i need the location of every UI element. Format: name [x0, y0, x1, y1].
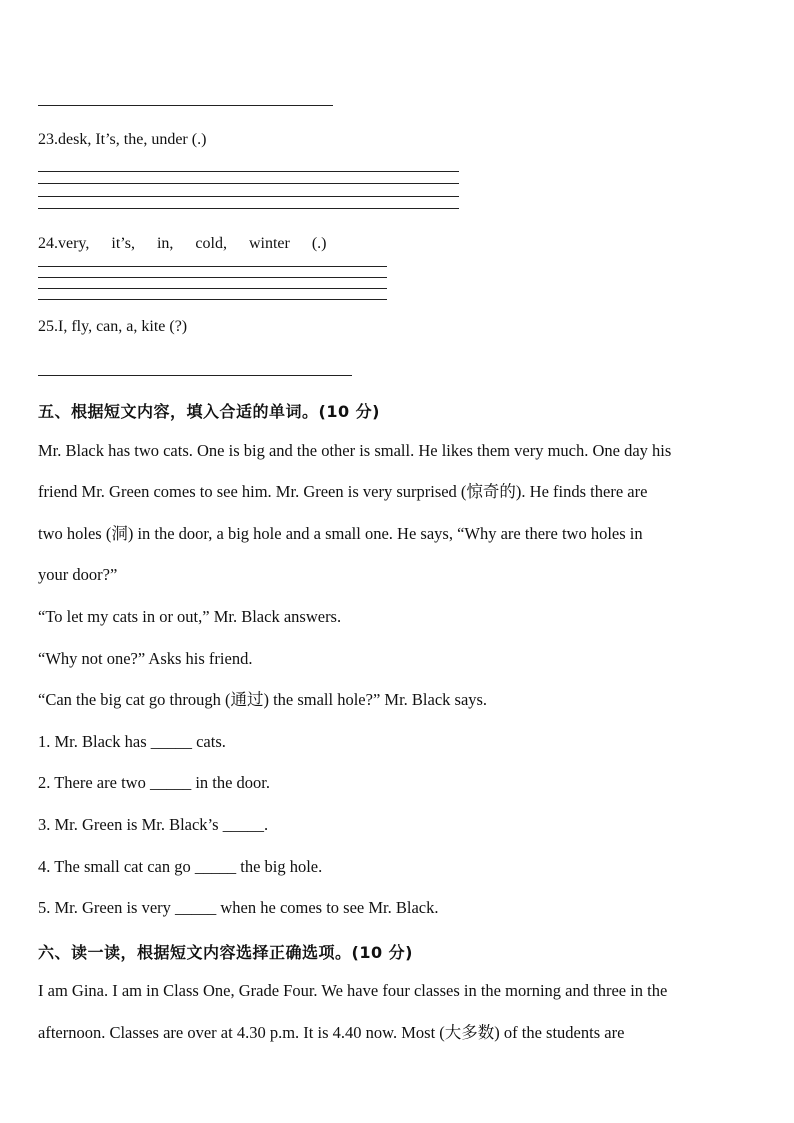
passage-line: two holes (洞) in the door, a big hole and a small one. He says, “Why are there two holes in [38, 524, 643, 543]
fill-question-3: 3. Mr. Green is Mr. Black’s _____. [38, 815, 269, 834]
answer-line[interactable] [38, 375, 352, 376]
fill-question-4: 4. The small cat can go _____ the big hole. [38, 857, 323, 876]
writing-line[interactable] [38, 183, 459, 184]
word: cold, [195, 235, 227, 252]
writing-line[interactable] [38, 299, 387, 300]
passage-line: I am Gina. I am in Class One, Grade Four. We have four classes in the morning and three in the [38, 981, 668, 1000]
passage-line: Mr. Black has two cats. One is big and the other is small. He likes them very much. One day his [38, 441, 672, 460]
section-6-heading: 六、读一读，根据短文内容选择正确选项。(10 分) [38, 943, 413, 962]
question-number: 24. [38, 235, 58, 252]
writing-line[interactable] [38, 171, 459, 172]
word: very, [58, 235, 90, 252]
answer-line[interactable] [38, 105, 333, 106]
writing-line[interactable] [38, 266, 387, 267]
writing-line[interactable] [38, 277, 387, 278]
passage-line: “To let my cats in or out,” Mr. Black answers. [38, 607, 342, 626]
writing-line[interactable] [38, 208, 459, 209]
passage-line: friend Mr. Green comes to see him. Mr. Green is very surprised (惊奇的). He finds there are [38, 482, 648, 501]
word: in, [156, 235, 174, 252]
writing-line[interactable] [38, 196, 459, 197]
passage-line: your door?” [38, 565, 118, 584]
section-5-heading: 五、根据短文内容，填入合适的单词。(10 分) [38, 402, 380, 421]
word: (.) [311, 235, 327, 252]
passage-line: “Why not one?” Asks his friend. [38, 649, 253, 668]
question-23: 23.desk, It’s, the, under (.) [38, 131, 207, 148]
question-24 [38, 234, 326, 254]
passage-line: “Can the big cat go through (通过) the small hole?” Mr. Black says. [38, 690, 488, 709]
fill-question-1: 1. Mr. Black has _____ cats. [38, 732, 226, 751]
passage-line: afternoon. Classes are over at 4.30 p.m. It is 4.40 now. Most (大多数) of the students are [38, 1023, 625, 1042]
question-25: 25.I, fly, can, a, kite (?) [38, 318, 188, 335]
word: it’s, [111, 235, 135, 252]
word: winter [248, 235, 290, 252]
fill-question-2: 2. There are two _____ in the door. [38, 773, 271, 792]
writing-line[interactable] [38, 288, 387, 289]
fill-question-5: 5. Mr. Green is very _____ when he comes to see Mr. Black. [38, 898, 439, 917]
